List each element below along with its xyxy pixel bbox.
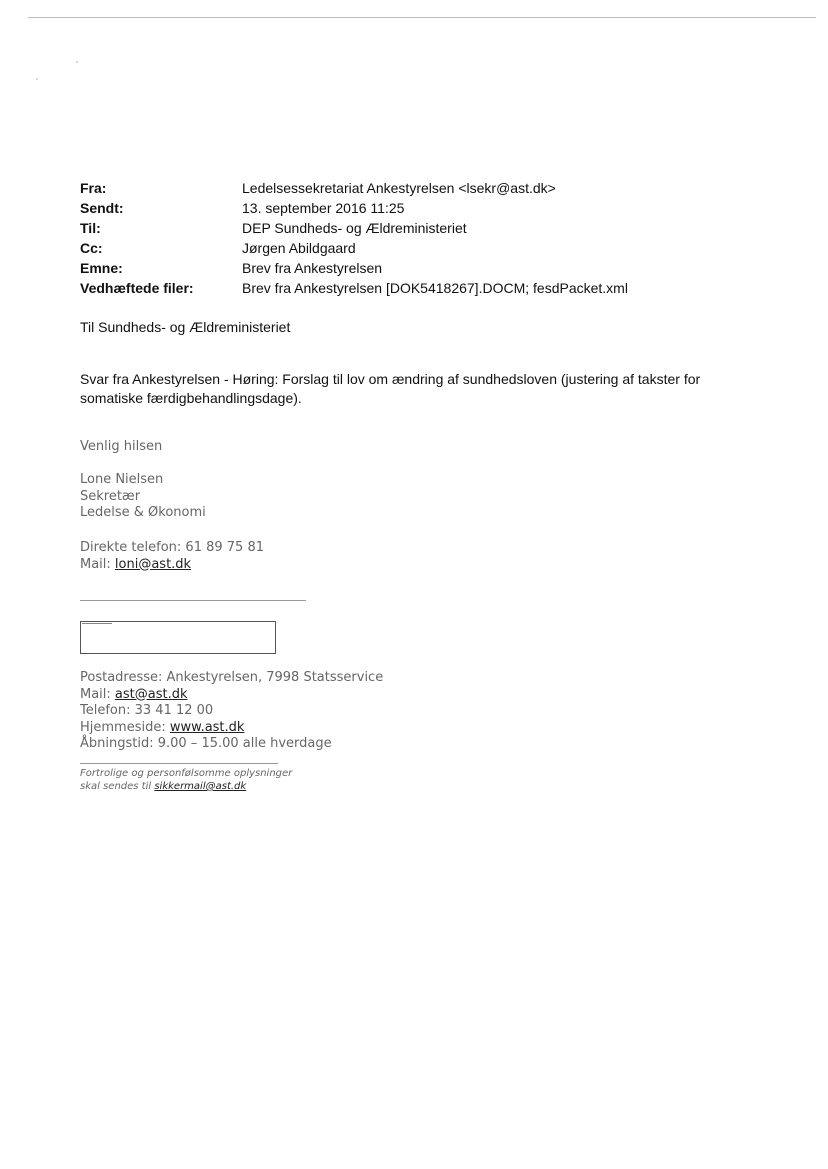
attachments-value: Brev fra Ankestyrelsen [DOK5418267].DOCM; fesdPacket.xml — [242, 280, 628, 296]
direct-phone: Direkte telefon: 61 89 75 81 — [80, 540, 264, 555]
website-line — [80, 720, 383, 737]
reply-text: Svar fra Ankestyrelsen - Høring: Forslag til lov om ændring af sundhedsloven (justering af takster for somatiske færdigbehandlingsdage). — [80, 371, 701, 406]
sent-label: Sendt: — [80, 200, 124, 216]
sender-name: Lone Nielsen — [80, 472, 164, 487]
greeting-line: Til Sundheds- og Ældreministeriet — [80, 319, 291, 335]
sender-title: Sekretær — [80, 488, 141, 504]
scan-speck — [76, 61, 78, 63]
postal-address: Postadresse: Ankestyrelsen, 7998 Statsservice — [80, 670, 384, 685]
header-row-attachments — [80, 280, 780, 300]
confidential-prefix: skal sendes til — [80, 781, 155, 792]
to-value: DEP Sundheds- og Ældreministeriet — [242, 220, 467, 236]
signature-identity — [80, 472, 206, 522]
org-mail-link[interactable]: ast@ast.dk — [114, 686, 188, 702]
from-label: Fra: — [80, 180, 107, 196]
email-header — [80, 180, 780, 300]
org-mail-label: Mail: — [80, 686, 115, 702]
confidential-line-2 — [80, 780, 292, 793]
signature-divider — [80, 600, 306, 601]
confidential-line-1: Fortrolige og personfølsomme oplysninger — [80, 768, 293, 779]
scan-speck — [36, 78, 38, 80]
sent-value: 13. september 2016 11:25 — [242, 200, 405, 216]
website-link[interactable]: www.ast.dk — [169, 719, 245, 735]
scan-edge-line — [28, 17, 816, 18]
confidential-note — [80, 767, 292, 793]
mail-label: Mail: — [80, 556, 115, 572]
footer-divider — [80, 763, 278, 764]
header-row-sent — [80, 200, 780, 220]
to-label: Til: — [80, 220, 101, 236]
cc-label: Cc: — [80, 240, 103, 256]
subject-label: Emne: — [80, 260, 123, 276]
attachments-label: Vedhæftede filer: — [80, 280, 194, 296]
header-row-subject — [80, 260, 780, 280]
logo-placeholder — [80, 621, 276, 654]
org-mail-line — [80, 687, 383, 704]
secure-mail-link[interactable]: sikkermail@ast.dk — [154, 781, 247, 792]
header-row-from — [80, 180, 780, 200]
signature-contact — [80, 540, 264, 573]
from-value: Ledelsessekretariat Ankestyrelsen <lsekr@ast.dk> — [242, 180, 556, 196]
opening-hours: Åbningstid: 9.00 – 15.00 alle hverdage — [80, 736, 332, 751]
subject-value: Brev fra Ankestyrelsen — [242, 260, 383, 276]
cc-value: Jørgen Abildgaard — [242, 240, 356, 256]
closing-text: Venlig hilsen — [80, 439, 163, 454]
logo-mark — [82, 623, 112, 624]
org-phone: Telefon: 33 41 12 00 — [80, 703, 214, 718]
sender-department: Ledelse & Økonomi — [80, 505, 206, 520]
header-row-cc — [80, 240, 780, 260]
header-row-to — [80, 220, 780, 240]
sender-mail-line — [80, 557, 264, 574]
organization-footer — [80, 670, 383, 753]
signature-closing — [80, 439, 162, 456]
website-label: Hjemmeside: — [80, 719, 170, 735]
sender-mail-link[interactable]: loni@ast.dk — [114, 556, 192, 572]
